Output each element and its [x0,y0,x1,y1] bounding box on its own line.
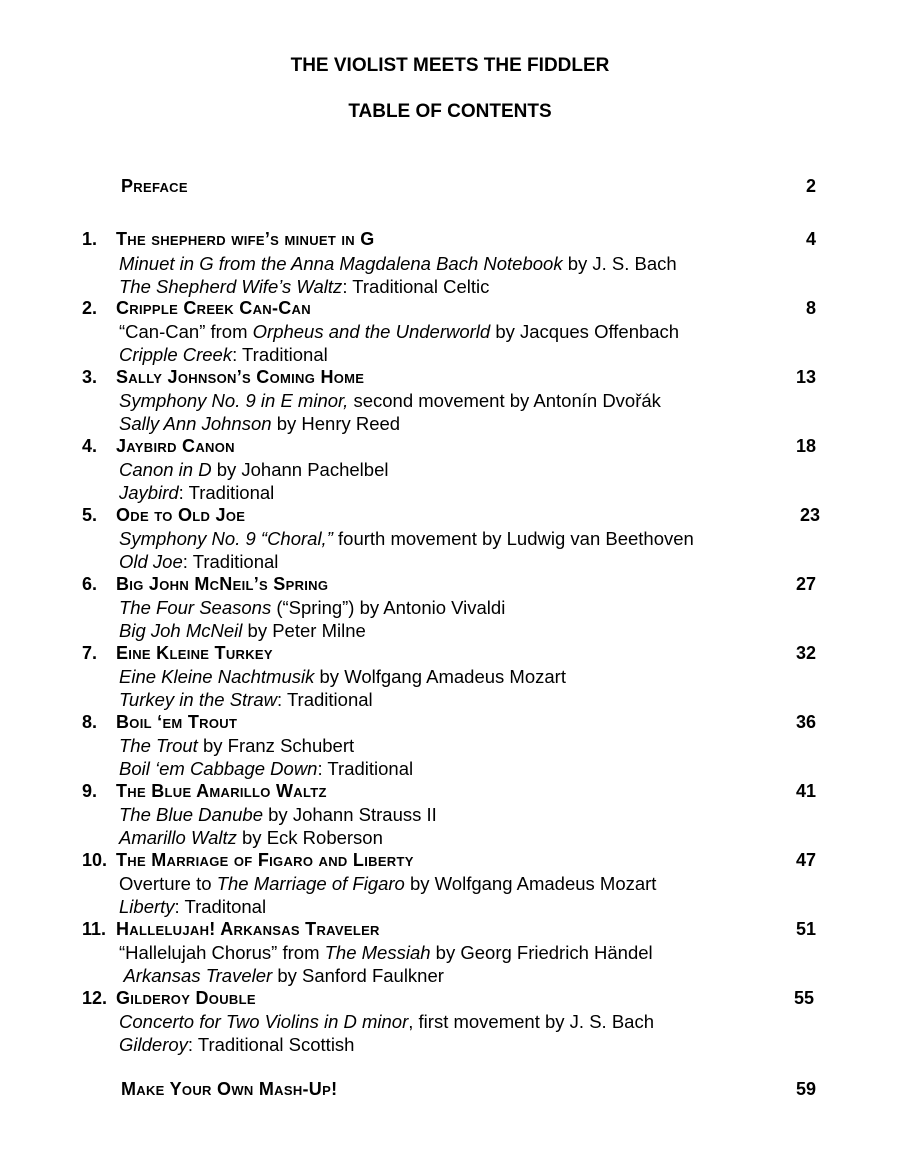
work-credit: by Johann Pachelbel [211,459,389,480]
work-prefix: Overture to [119,873,217,894]
toc-page-number: 13 [795,367,816,387]
toc-entry-number: 2. [82,298,98,318]
toc-entry [0,712,900,736]
toc-source-line [0,482,900,506]
toc-entry-number: 11. [82,919,107,939]
work-title: Liberty [119,896,175,917]
document-title: THE VIOLIST MEETS THE FIDDLER [290,55,610,76]
work-title: Arkansas Traveler [119,965,273,986]
toc-entry-number: 8. [82,712,98,732]
toc-entry [0,436,900,460]
toc-entry-number: 5. [82,505,98,525]
toc-source-line [0,551,900,575]
work-credit: : Traditional Scottish [187,1034,355,1055]
work-title: The Blue Danube [119,804,263,825]
work-credit: (“Spring”) by Antonio Vivaldi [271,597,506,618]
toc-page-number: 59 [795,1079,816,1099]
toc-entry-number: 7. [82,643,98,663]
toc-entry-title: The Blue Amarillo Waltz [116,781,327,801]
toc-page-number: 4 [805,229,816,249]
toc-source-line [0,1011,900,1035]
toc-entry [0,850,900,874]
toc-entry-number: 3. [82,367,98,387]
work-credit: by Wolfgang Amadeus Mozart [404,873,657,894]
work-title: Jaybird [119,482,179,503]
toc-page-number: 27 [795,574,816,594]
toc-entry [0,505,900,529]
toc-source-line [0,758,900,782]
toc-heading: TABLE OF CONTENTS [348,101,552,122]
work-title: The Messiah [324,942,431,963]
work-prefix: “Hallelujah Chorus” from [119,942,325,963]
toc-entry-number: 10. [82,850,108,870]
toc-source-line [0,965,900,989]
work-prefix: “Can-Can” from [119,321,253,342]
toc-page-number: 23 [799,505,820,525]
work-credit: by Georg Friedrich Händel [430,942,653,963]
work-credit: by Wolfgang Amadeus Mozart [314,666,566,687]
toc-source-line [0,620,900,644]
toc-page-number: 55 [793,988,814,1008]
work-credit: by Johann Strauss II [263,804,437,825]
work-title: The Shepherd Wife’s Waltz [119,276,343,297]
toc-page-number: 8 [805,298,816,318]
toc-source-line [0,942,900,966]
work-credit: by Henry Reed [271,413,401,434]
work-title: Cripple Creek [119,344,233,365]
toc-source-line [0,804,900,828]
toc-entry-title: Cripple Creek Can-Can [116,298,311,318]
work-credit: by Jacques Offenbach [490,321,680,342]
toc-source-line [0,873,900,897]
toc-entry [0,229,900,253]
toc-source-line [0,321,900,345]
toc-entry [0,781,900,805]
work-title: Big Joh McNeil [119,620,243,641]
work-credit: : Traditional [277,689,373,710]
work-title: The Trout [119,735,198,756]
toc-entry [0,298,900,322]
work-credit: , first movement by J. S. Bach [408,1011,654,1032]
toc-entry-title: Sally Johnson’s Coming Home [116,367,365,387]
toc-page-number: 2 [805,176,816,196]
toc-entry-title: Ode to Old Joe [116,505,246,525]
work-credit: second movement by Antonín Dvořák [348,390,661,411]
work-title: The Four Seasons [119,597,272,618]
toc-source-line [0,390,900,414]
toc-page-number: 51 [795,919,816,939]
work-credit: : Traditional [182,551,279,572]
toc-entry-number: 9. [82,781,98,801]
toc-entry [0,643,900,667]
work-credit: by J. S. Bach [562,253,677,274]
work-title: Eine Kleine Nachtmusik [119,666,315,687]
toc-entry-title: Big John McNeil’s Spring [116,574,329,594]
toc-source-line [0,344,900,368]
toc-entry [0,988,900,1012]
toc-entry-title: Jaybird Canon [116,436,235,456]
work-credit: : Traditional [317,758,414,779]
toc-entry-mash-up [0,1079,900,1103]
work-title: Old Joe [119,551,183,572]
toc-source-line [0,276,900,300]
toc-source-line [0,896,900,920]
work-credit: by Sanford Faulkner [272,965,444,986]
work-title: Turkey in the Straw [119,689,277,710]
toc-page-number: 32 [795,643,816,663]
toc-entry-number: 1. [82,229,98,249]
work-credit: by Peter Milne [242,620,366,641]
toc-entry-title: Gilderoy Double [116,988,256,1008]
toc-entry-preface [0,176,900,200]
toc-entry-title: The Marriage of Figaro and Liberty [116,850,414,870]
toc-entry-title: Eine Kleine Turkey [116,643,273,663]
toc-source-line [0,413,900,437]
toc-source-line [0,735,900,759]
work-credit: : Traditional [178,482,275,503]
work-title: Symphony No. 9 “Choral,” [119,528,333,549]
work-title: The Marriage of Figaro [216,873,405,894]
toc-source-line [0,528,900,552]
toc-source-line [0,827,900,851]
work-title: Symphony No. 9 in E minor, [119,390,349,411]
toc-entry-number: 6. [82,574,98,594]
toc-source-line [0,689,900,713]
work-title: Boil ‘em Cabbage Down [119,758,318,779]
toc-entry-number: 4. [82,436,98,456]
work-credit: : Traditonal [174,896,267,917]
work-credit: : Traditional [232,344,328,365]
toc-source-line [0,666,900,690]
toc-source-line [0,1034,900,1058]
work-credit: by Eck Roberson [236,827,383,848]
toc-entry-title: Make Your Own Mash-Up! [121,1079,338,1099]
toc-page-number: 36 [795,712,816,732]
work-title: Gilderoy [119,1034,188,1055]
toc-entry-title: The shepherd wife’s minuet in G [116,229,375,249]
toc-page-number: 18 [795,436,816,456]
work-title: Concerto for Two Violins in D minor [119,1011,409,1032]
toc-entry-number: 12. [82,988,108,1008]
toc-entry-title: Boil ‘em Trout [116,712,238,732]
work-title: Canon in D [119,459,212,480]
toc-source-line [0,597,900,621]
work-credit: fourth movement by Ludwig van Beethoven [332,528,694,549]
work-title: Minuet in G from the Anna Magdalena Bach Notebook [119,253,563,274]
toc-entry [0,919,900,943]
toc-source-line [0,253,900,277]
work-title: Amarillo Waltz [119,827,237,848]
toc-page-number: 41 [795,781,816,801]
toc-entry-title: Preface [121,176,188,196]
work-credit: by Franz Schubert [197,735,355,756]
work-credit: : Traditional Celtic [342,276,490,297]
toc-entry-title: Hallelujah! Arkansas Traveler [116,919,380,939]
toc-entry [0,367,900,391]
toc-page-number: 47 [795,850,816,870]
work-title: Orpheus and the Underworld [252,321,491,342]
toc-source-line [0,459,900,483]
toc-entry [0,574,900,598]
work-title: Sally Ann Johnson [119,413,272,434]
